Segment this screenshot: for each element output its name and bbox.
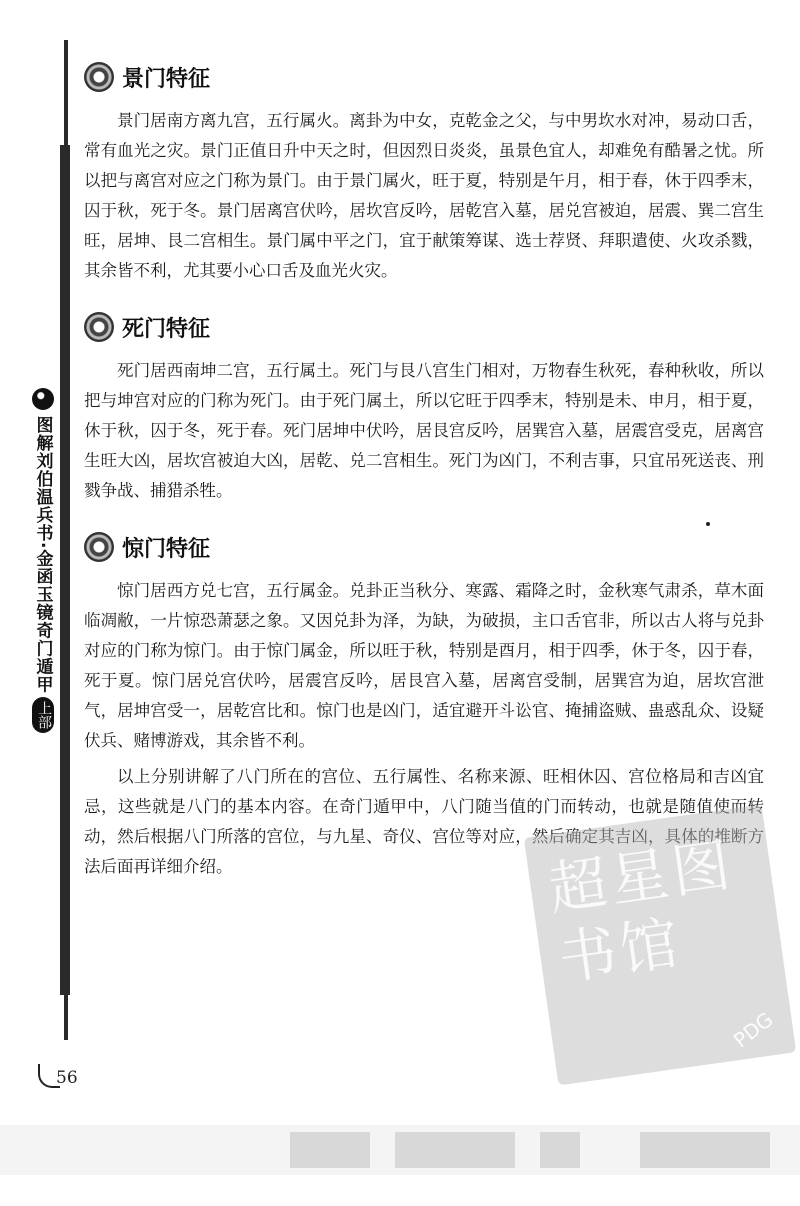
- section-title: 景门特征: [122, 66, 211, 92]
- watermark-label: PDG: [728, 1007, 778, 1053]
- summary-paragraph: 以上分别讲解了八门所在的宫位、五行属性、名称来源、旺相休囚、宫位格局和吉凶宜忌，这些就是八门的基本内容。在奇门遁甲中，八门随当值的门而转动，也就是随值使而转动，然后根据八门所落的宫位，与九星、奇仪、宫位等对应，然后确定其吉凶，具体的推断方法后面再详细介绍。: [84, 767, 764, 876]
- paragraph: 惊门居西方兑七宫，五行属金。兑卦正当秋分、寒露、霜降之时，金秋寒气肃杀，草木面临凋敝，一片惊恐萧瑟之象。又因兑卦为泽，为缺，为破损，主口舌官非，所以古人将与兑卦对应的门称为惊门。由于惊门属金，所以旺于秋，特别是酉月，相于四季，休于冬，囚于春，死于夏。惊门居兑宫伏吟，居震宫反吟，居艮宫入墓，居离宫受制，居巽宫为迫，居坎宫泄气，居坤宫受一，居乾宫比和。惊门也是凶门，适宜避开斗讼官、掩捕盗贼、蛊惑乱众、设疑伏兵、赌博游戏，其余皆不利。: [84, 581, 764, 750]
- stray-dot: [706, 522, 710, 526]
- spiral-bullet-icon: [84, 62, 114, 92]
- section-title: 死门特征: [122, 316, 211, 342]
- watermark-stamp: [524, 805, 796, 1086]
- section-heading: [84, 58, 764, 96]
- watermark-glyphs: 超星图书馆: [544, 830, 739, 993]
- volume-badge: 上部: [32, 697, 54, 733]
- page-content: [84, 58, 764, 900]
- section-heading: [84, 528, 764, 566]
- section-jingmen-scene: [84, 58, 764, 286]
- scan-artifact-blocks: [0, 1132, 800, 1168]
- section-simen: [84, 308, 764, 506]
- yinyang-icon: [32, 388, 54, 410]
- section-heading: [84, 308, 764, 346]
- spiral-bullet-icon: [84, 532, 114, 562]
- spiral-bullet-icon: [84, 312, 114, 342]
- paragraph: 死门居西南坤二宫，五行属土。死门与艮八宫生门相对，万物春生秋死，春种秋收，所以把与坤宫对应的门称为死门。由于死门属土，所以它旺于四季末，特别是未、申月，相于夏，休于秋，囚于冬，死于春。死门居坤中伏吟，居艮宫反吟，居巽宫入墓，居震宫受克，居离宫生旺大凶，居坎宫被迫大凶，居乾、兑二宫相生。死门为凶门，不利吉事，只宜吊死送丧、刑戮争战、捕猎杀牲。: [84, 361, 764, 500]
- book-title: 图解刘伯温兵书·金函玉镜奇门遁甲: [32, 416, 53, 694]
- paragraph: 景门居南方离九宫，五行属火。离卦为中女，克乾金之父，与中男坎水对冲，易动口舌，常有血光之灾。景门正值日升中天之时，但因烈日炎炎，虽景色宜人，却难免有酷暑之忧。所以把与离宫对应之门称为景门。由于景门属火，旺于夏，特别是午月，相于春，休于四季末，囚于秋，死于冬。景门居离宫伏吟，居坎宫反吟，居乾宫入墓，居兑宫被迫，居震、巽二宫生旺，居坤、艮二宫相生。景门属中平之门，宜于献策筹谋、选士荐贤、拜职遣使、火攻杀戮，其余皆不利，尤其要小心口舌及血光火灾。: [84, 111, 764, 280]
- spine-title: [28, 388, 58, 733]
- page-number: 56: [56, 1068, 78, 1088]
- section-title: 惊门特征: [122, 536, 211, 562]
- left-margin-bar: [60, 145, 70, 995]
